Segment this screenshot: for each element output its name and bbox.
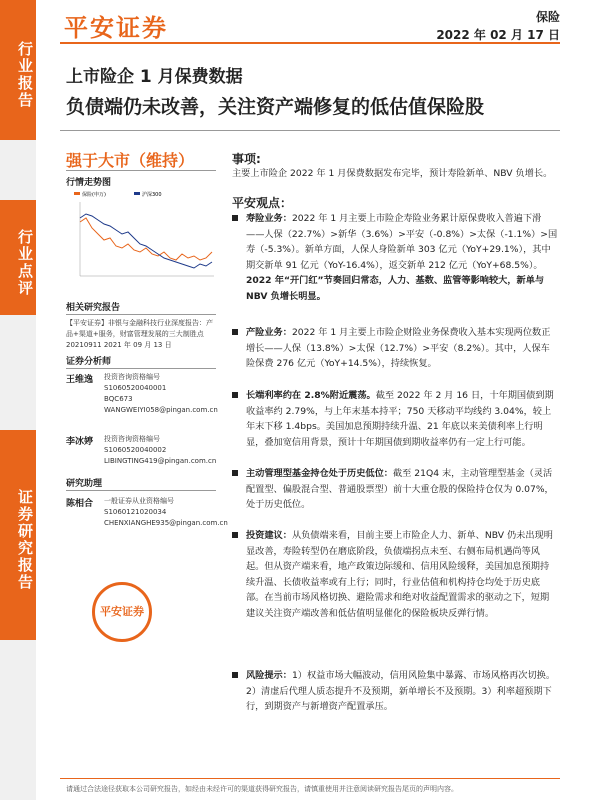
analyst-email: WANGWEIYI058@pingan.com.cn — [104, 406, 218, 414]
point-text: 1）权益市场大幅波动，信用风险集中暴露、市场风格再次切换。2）清虚后代理人质态提升不及预期，新单增长不及预期。3）利率超预期下行，到期资产与新增资产配置承压。 — [246, 670, 556, 712]
sidebar-tag-report: 行业报告 — [0, 0, 36, 140]
price-chart — [66, 188, 216, 288]
events-heading: 事项: — [232, 152, 261, 166]
point-bold: 2022 年“开门红”节奏回归常态，人力、基数、监管等影响较大，新单与 NBV 负增长明显。 — [246, 275, 545, 302]
legend-label-hs300: 沪深300 — [142, 192, 162, 198]
point-text: 2022 年 1 月主要上市险企财险业务保费收入基本实现两位数正增长——人保（13.8%）>太保（12.7%）>平安（8.2%）。其中，人保车险保费 276 亿元（YoY+14.5%），持续恢复。 — [246, 327, 551, 369]
title-rule — [60, 130, 560, 131]
point-label: 产险业务： — [246, 327, 292, 338]
sector-label: 保险 — [535, 10, 560, 24]
sidebar-tag-comment: 行业点评 — [0, 200, 36, 315]
series-hs300-line — [80, 214, 212, 268]
point-text: 截至 2022 年 2 月 16 日，十年期国债到期收益率约 2.79%，与上年末基本持平；750 天移动平均线约 3.04%，较上年末下移 1.4bps。美国加息预期持续升温、21 年底以来美债利率上行明显，叠加宽信用背景，预计十年期国债到期收益率仍有一定上行可能。 — [246, 390, 554, 448]
analyst-email: LIBINGTING419@pingan.com.cn — [104, 457, 217, 465]
assistant-line: 一般证券从业资格编号 — [104, 497, 174, 505]
sidebar — [0, 0, 36, 800]
analyst-name: 王维逸 — [66, 375, 94, 385]
company-stamp: 平安证券 — [92, 582, 152, 642]
analyst-line: S1060520040001 — [104, 384, 167, 392]
analysts-heading: 证券分析师 — [66, 357, 112, 367]
legend-label-insurance: 保险(申万) — [82, 192, 106, 198]
point-label: 长端利率约在 2.8%附近震荡。 — [246, 390, 376, 401]
assistant-rule — [66, 490, 216, 491]
assistant-line: S1060121020034 — [104, 508, 167, 516]
point-text: 从负债端来看，目前主要上市险企人力、新单、NBV 仍未出现明显改善，寿险转型仍在磨底阶段，负债端拐点未至、右侧布局机遇尚等风起。但从资产端来看，地产政策边际缓和、信用风险缓释，美国加息预期持续升温、长债收益率或有上行；同时，行业估值和机构持仓均处于历史底部。在当前市场风格切换、避险需求和绝对收益配置需求的驱动之下，短期建议关注资产端改善和低估值明显催化的保险板块反弹行情。 — [246, 530, 553, 619]
point-life-insurance — [232, 211, 558, 304]
assistant-email: CHENXIANGHE935@pingan.com.cn — [104, 519, 228, 527]
bullet-icon — [232, 672, 238, 678]
point-label: 风险提示： — [246, 670, 292, 681]
analyst-line: 投资咨询资格编号 — [104, 435, 160, 443]
report-title: 负债端仍未改善，关注资产端修复的低估值保险股 — [66, 96, 485, 118]
company-logo: 平安证券 — [64, 14, 168, 42]
chart-heading: 行情走势图 — [66, 178, 112, 188]
report-subtitle: 上市险企 1 月保费数据 — [66, 67, 243, 87]
analyst-line: S1060520040002 — [104, 446, 167, 454]
view-heading: 平安观点： — [232, 196, 293, 210]
point-interest-rate — [232, 388, 558, 450]
bullet-icon — [232, 470, 238, 476]
rating-rule — [66, 170, 216, 171]
analyst-line: 投资咨询资格编号 — [104, 373, 160, 381]
point-investment-advice — [232, 528, 558, 621]
bullet-icon — [232, 215, 238, 221]
header-rule — [60, 42, 560, 44]
bullet-icon — [232, 329, 238, 335]
point-label: 主动管理型基金持仓处于历史低位： — [246, 468, 393, 479]
bullet-icon — [232, 532, 238, 538]
analyst-line: BQC673 — [104, 395, 133, 403]
assistant-name: 陈相合 — [66, 499, 94, 509]
analysts-rule — [66, 368, 216, 369]
price-chart-svg — [66, 188, 216, 288]
bullet-icon — [232, 392, 238, 398]
sidebar-tag-research: 证券研究报告 — [0, 430, 36, 640]
point-property-insurance — [232, 325, 558, 372]
rating: 强于大市（维持） — [66, 151, 195, 170]
analyst-name: 李冰婷 — [66, 437, 94, 447]
point-risk-warning — [232, 668, 558, 715]
point-label: 投资建议： — [246, 530, 292, 541]
point-label: 寿险业务： — [246, 213, 292, 224]
related-report: 【平安证券】非银与金融科技行业深度报告：产品+渠道+服务，财富管理发展的三大制胜点 20210911 2021 年 09 月 13 日 — [66, 319, 213, 349]
events-text: 主要上市险企 2022 年 1 月保费数据发布完毕，预计寿险新单、NBV 负增长。 — [232, 168, 553, 179]
point-text: 2022 年 1 月主要上市险企寿险业务累计原保费收入普遍下滑——人保（22.7%）>新华（3.6%）>平安（-0.8%）>太保（-1.1%）>国寿（-5.3%）。新单方面，人保人身险新单 303 亿元（YoY+29.1%），其中期交新单 91 亿元（YoY-16.4%），返交新单 212 亿元（YoY+68.5%）。 — [246, 213, 558, 271]
assistant-heading: 研究助理 — [66, 479, 103, 489]
point-text: 截至 21Q4 末，主动管理型基金（灵活配置型、偏股混合型、普通股票型）前十大重仓股的保险持仓仅为 0.07%，处于历史低位。 — [246, 468, 554, 510]
series-insurance-line — [80, 218, 212, 260]
related-heading: 相关研究报告 — [66, 303, 121, 313]
point-fund-holdings — [232, 466, 558, 513]
footer-rule — [60, 778, 560, 779]
legend-swatch-insurance — [74, 192, 80, 195]
report-date: 2022 年 02 月 17 日 — [436, 28, 560, 42]
footer-disclaimer: 请通过合法途径获取本公司研究报告，如经由未经许可的渠道获得研究报告，请慎重使用并注意阅读研究报告尾页的声明内容。 — [66, 785, 458, 793]
legend-swatch-hs300 — [134, 192, 140, 195]
related-rule — [66, 314, 216, 315]
